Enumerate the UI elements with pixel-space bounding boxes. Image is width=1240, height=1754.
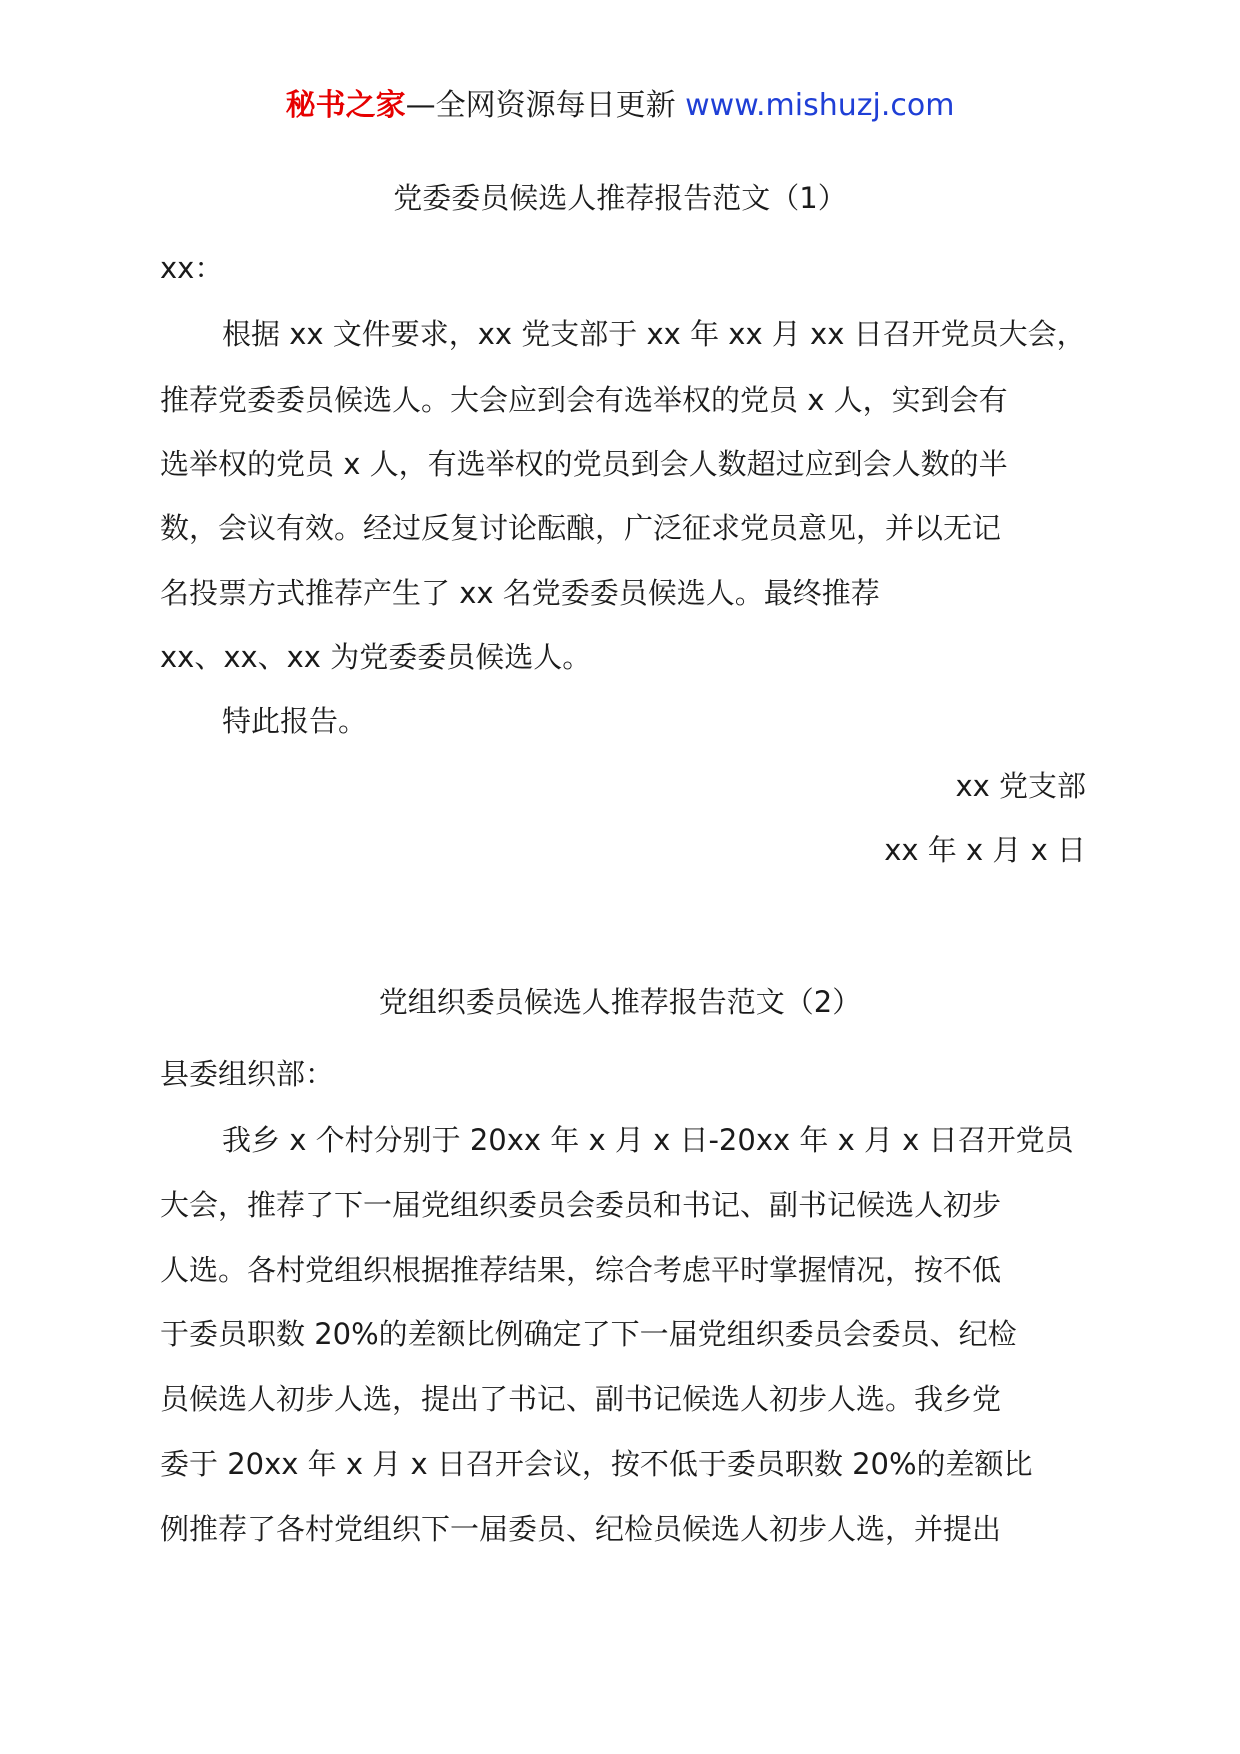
site-header <box>0 86 1240 126</box>
report1-body-line: xx、xx、xx 为党委委员候选人。 <box>160 640 592 674</box>
report1-body-line: 名投票方式推荐产生了 xx 名党委委员候选人。最终推荐 <box>160 576 880 610</box>
report2-body-line: 我乡 x 个村分别于 20xx 年 x 月 x 日-20xx 年 x 月 x 日召开党员 <box>222 1123 1074 1157</box>
report2-body-line: 大会，推荐了下一届党组织委员会委员和书记、副书记候选人初步 <box>160 1188 1002 1222</box>
report1-body-line: 推荐党委委员候选人。大会应到会有选举权的党员 x 人，实到会有 <box>160 383 1008 417</box>
report2-body-line: 例推荐了各村党组织下一届委员、纪检员候选人初步人选，并提出 <box>160 1512 1002 1546</box>
report1-signature: xx 党支部 <box>955 769 1086 803</box>
report2-salutation: 县委组织部： <box>160 1057 335 1091</box>
report1-body-line: 选举权的党员 x 人，有选举权的党员到会人数超过应到会人数的半 <box>160 447 1008 481</box>
report2-body-line: 员候选人初步人选，提出了书记、副书记候选人初步人选。我乡党 <box>160 1382 1002 1416</box>
report1-body-line: 根据 xx 文件要求，xx 党支部于 xx 年 xx 月 xx 日召开党员大会， <box>222 317 1086 351</box>
report2-body-line: 委于 20xx 年 x 月 x 日召开会议，按不低于委员职数 20%的差额比 <box>160 1447 1033 1481</box>
site-tagline: —全网资源每日更新 <box>405 88 676 123</box>
site-url-link[interactable]: www.mishuzj.com <box>685 88 955 123</box>
report2-title: 党组织委员候选人推荐报告范文（2） <box>378 985 862 1019</box>
site-brand: 秘书之家 <box>285 88 406 123</box>
report1-salutation: xx： <box>160 251 224 285</box>
report1-title: 党委委员候选人推荐报告范文（1） <box>393 181 847 215</box>
report1-closing: 特此报告。 <box>222 704 368 738</box>
report1-body-line: 数，会议有效。经过反复讨论酝酿，广泛征求党员意见，并以无记 <box>160 511 1002 545</box>
report2-body-line: 于委员职数 20%的差额比例确定了下一届党组织委员会委员、纪检 <box>160 1317 1017 1351</box>
report2-body-line: 人选。各村党组织根据推荐结果，综合考虑平时掌握情况，按不低 <box>160 1253 1002 1287</box>
report1-date: xx 年 x 月 x 日 <box>884 833 1086 867</box>
